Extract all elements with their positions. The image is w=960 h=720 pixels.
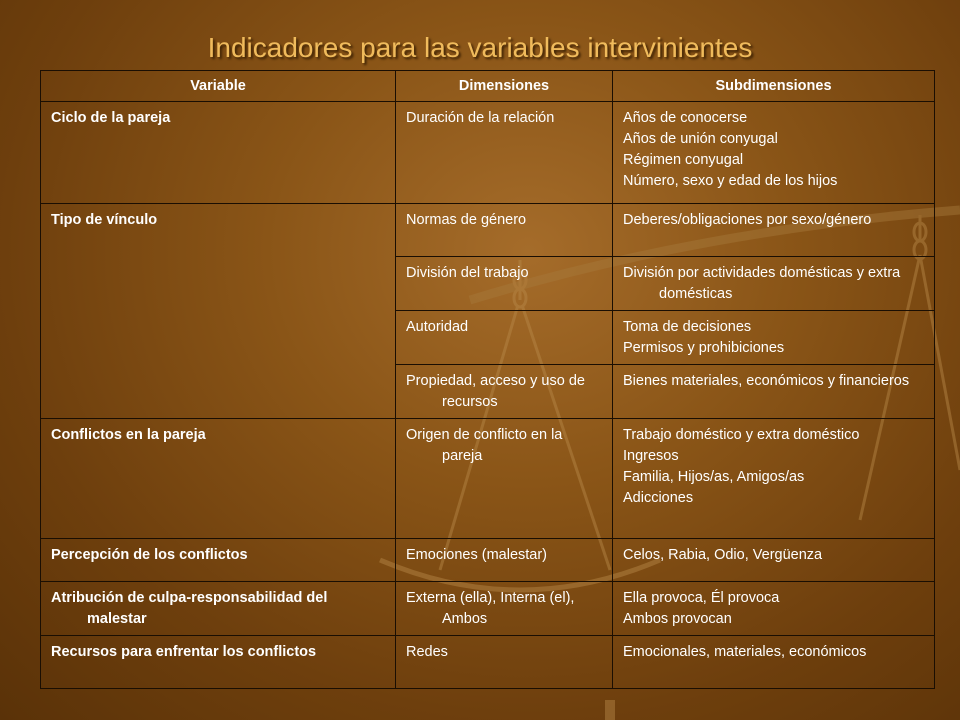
variable-label: Tipo de vínculo — [51, 212, 158, 228]
variable-label: Ciclo de la pareja — [51, 110, 171, 126]
subdimension-cell — [613, 204, 935, 257]
subdimension-item: Celos, Rabia, Odio, Vergüenza — [623, 547, 823, 563]
variable-cell — [41, 539, 396, 582]
subdimension-item: Adicciones — [623, 490, 694, 506]
header-dimensiones: Dimensiones — [396, 71, 613, 102]
table-row — [41, 636, 935, 689]
subdimension-cell — [613, 311, 935, 365]
subdimension-cell — [613, 419, 935, 539]
subdimension-item: División por actividades domésticas y extra domésticas — [623, 265, 901, 302]
subdimension-item: Trabajo doméstico y extra doméstico — [623, 427, 860, 443]
dimension-cell — [396, 311, 613, 365]
subdimension-cell — [613, 636, 935, 689]
table-row — [41, 539, 935, 582]
dimension-label: Externa (ella), Interna (el), Ambos — [406, 590, 575, 627]
variable-label: Recursos para enfrentar los conflictos — [51, 644, 317, 660]
subdimension-item: Deberes/obligaciones por sexo/género — [623, 212, 872, 228]
subdimension-item: Toma de decisiones — [623, 319, 752, 335]
dimension-cell — [396, 582, 613, 636]
dimension-label: Duración de la relación — [406, 110, 555, 126]
subdimension-item: Ambos provocan — [623, 611, 732, 627]
table-row — [41, 419, 935, 539]
dimension-cell — [396, 365, 613, 419]
variable-label: Percepción de los conflictos — [51, 547, 248, 563]
subdimension-cell — [613, 102, 935, 204]
variable-cell — [41, 102, 396, 204]
variable-label: Conflictos en la pareja — [51, 427, 206, 443]
subdimension-item: Régimen conyugal — [623, 152, 744, 168]
dimension-label: Redes — [406, 644, 448, 660]
dimension-label: División del trabajo — [406, 265, 529, 281]
variable-cell — [41, 204, 396, 419]
dimension-label: Emociones (malestar) — [406, 547, 548, 563]
table-header-row — [41, 71, 935, 102]
slide-title: Indicadores para las variables intervinientes — [207, 32, 753, 63]
dimension-cell — [396, 419, 613, 539]
dimension-cell — [396, 204, 613, 257]
subdimension-item: Años de unión conyugal — [623, 131, 778, 147]
dimension-cell — [396, 257, 613, 311]
dimension-label: Autoridad — [406, 319, 469, 335]
subdimension-item: Número, sexo y edad de los hijos — [623, 173, 838, 189]
subdimension-item: Bienes materiales, económicos y financieros — [623, 373, 910, 389]
subdimension-item: Años de conocerse — [623, 110, 748, 126]
dimension-cell — [396, 102, 613, 204]
variable-cell — [41, 582, 396, 636]
subdimension-cell — [613, 582, 935, 636]
variable-label: Atribución de culpa-responsabilidad del malestar — [51, 590, 328, 627]
subdimension-item: Permisos y prohibiciones — [623, 340, 785, 356]
header-variable: Variable — [41, 71, 396, 102]
dimension-label: Normas de género — [406, 212, 527, 228]
subdimension-cell — [613, 365, 935, 419]
subdimension-item: Ingresos — [623, 448, 679, 464]
dimension-cell — [396, 636, 613, 689]
table-row — [41, 204, 935, 257]
header-subdimensiones: Subdimensiones — [613, 71, 935, 102]
indicators-table — [40, 70, 935, 689]
subdimension-item: Emocionales, materiales, económicos — [623, 644, 867, 660]
subdimension-cell — [613, 539, 935, 582]
dimension-label: Origen de conflicto en la pareja — [406, 427, 563, 464]
table-row — [41, 582, 935, 636]
variable-cell — [41, 636, 396, 689]
table-row — [41, 102, 935, 204]
dimension-cell — [396, 539, 613, 582]
subdimension-item: Familia, Hijos/as, Amigos/as — [623, 469, 805, 485]
subdimension-cell — [613, 257, 935, 311]
indicators-table-container — [40, 70, 934, 689]
dimension-label: Propiedad, acceso y uso de recursos — [406, 373, 585, 410]
variable-cell — [41, 419, 396, 539]
subdimension-item: Ella provoca, Él provoca — [623, 590, 780, 606]
